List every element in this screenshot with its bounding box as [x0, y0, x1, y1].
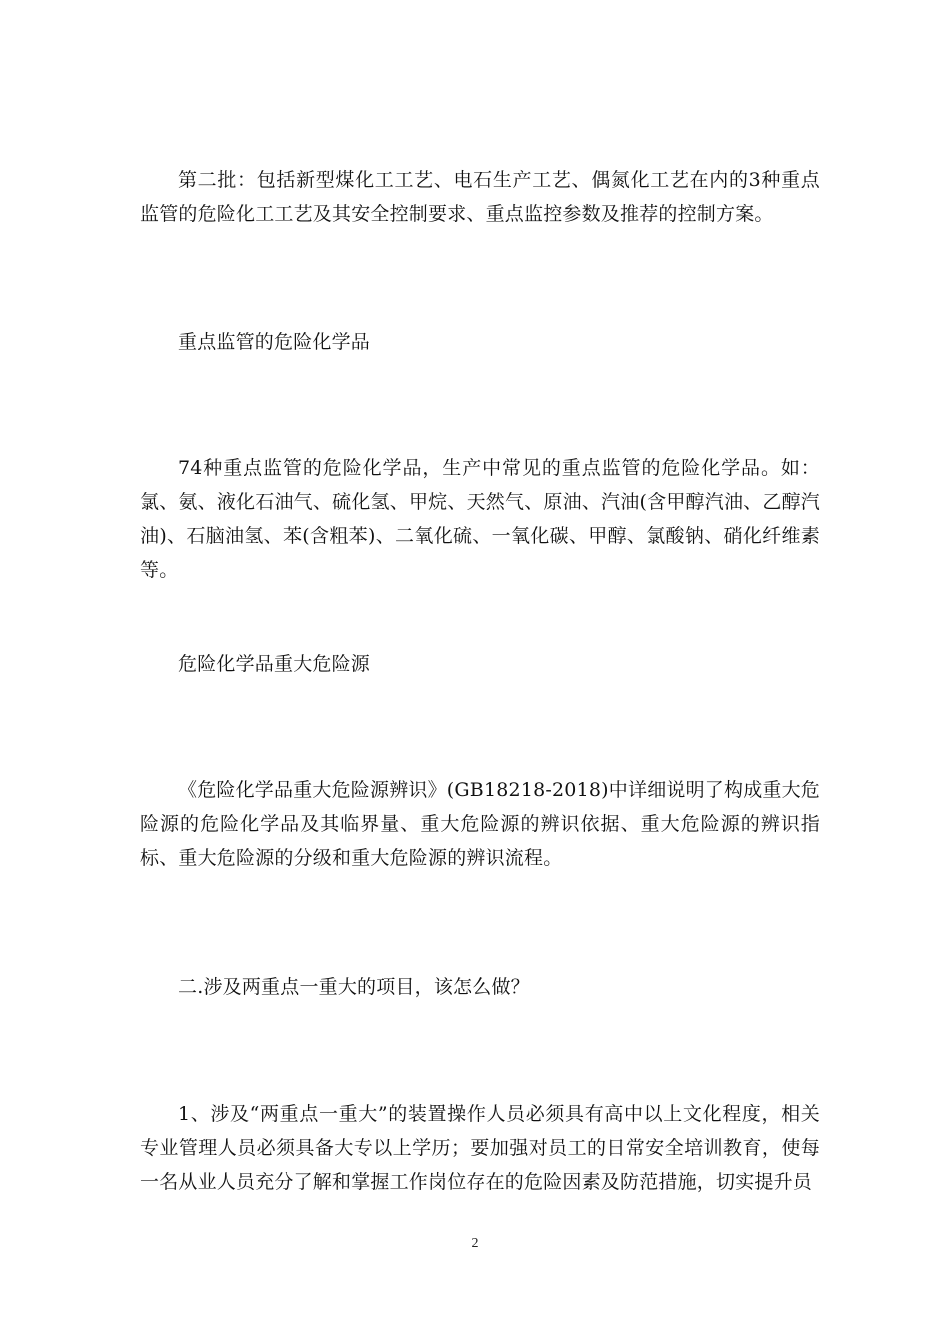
section-heading-question: 二.涉及两重点一重大的项目，该怎么做？	[178, 976, 530, 998]
paragraph-chemicals: 74种重点监管的危险化学品，生产中常见的重点监管的危险化学品。如：氯、氨、液化石油气、硫化氢、甲烷、天然气、原油、汽油(含甲醇汽油、乙醇汽油)、石脑油氢、苯(含粗苯)、二氧化硫、一氧化碳、甲醇、氯酸钠、硝化纤维素等。	[140, 457, 820, 581]
paragraph-hazard-source: 《危险化学品重大危险源辨识》(GB18218-2018)中详细说明了构成重大危险源的危险化学品及其临界量、重大危险源的辨识依据、重大危险源的辨识指标、重大危险源的分级和重大危险源的辨识流程。	[140, 779, 820, 869]
section-heading-hazard-source: 危险化学品重大危险源	[178, 653, 371, 675]
section-heading-chemicals: 重点监管的危险化学品	[178, 331, 371, 353]
page-number: 2	[471, 1236, 479, 1251]
paragraph-batch2: 第二批：包括新型煤化工工艺、电石生产工艺、偶氮化工艺在内的3种重点监管的危险化工工艺及其安全控制要求、重点监控参数及推荐的控制方案。	[140, 169, 820, 225]
paragraph-answer-1: 1、涉及“两重点一重大”的装置操作人员必须具有高中以上文化程度，相关专业管理人员必须具备大专以上学历；要加强对员工的日常安全培训教育，使每一名从业人员充分了解和掌握工作岗位存在的危险因素及防范措施，切实提升员	[140, 1103, 820, 1193]
